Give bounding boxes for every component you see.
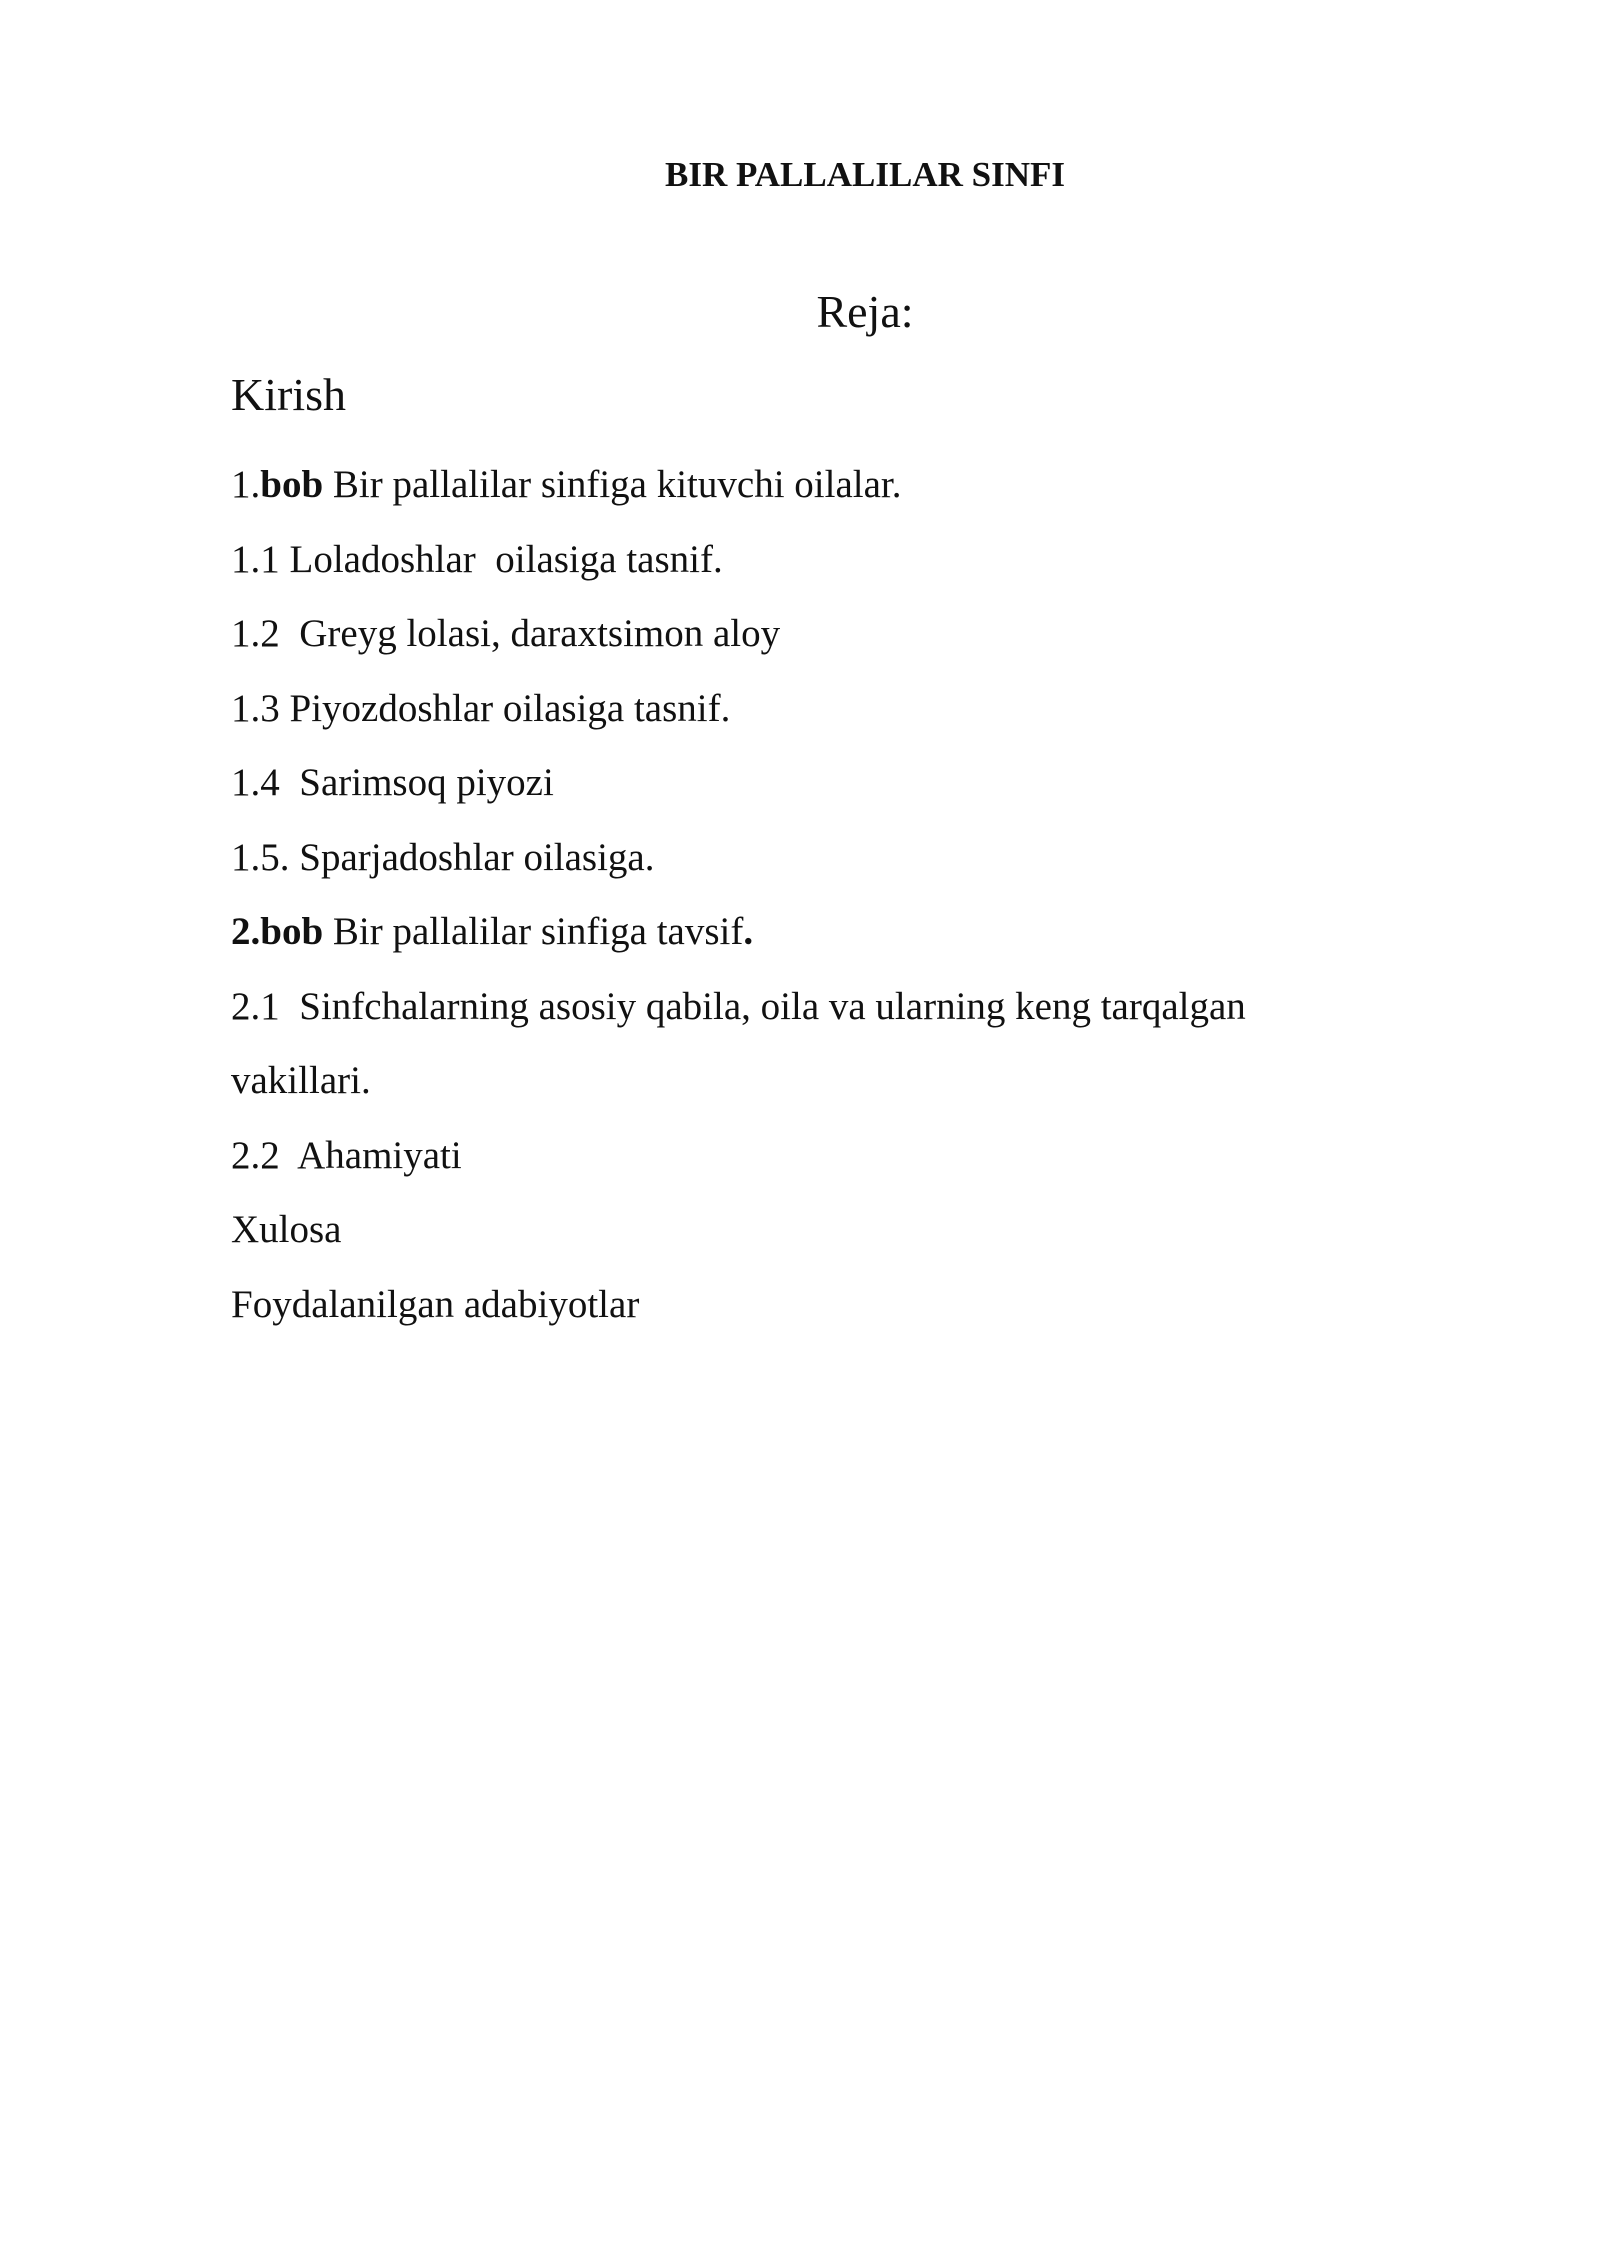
toc-text: 1.5. Sparjadoshlar oilasiga. bbox=[231, 835, 655, 879]
toc-item bbox=[231, 821, 1381, 896]
intro-item: Kirish bbox=[231, 369, 346, 420]
toc-item bbox=[231, 523, 1381, 598]
toc-chapter-1 bbox=[231, 448, 1381, 523]
toc-item bbox=[231, 672, 1381, 747]
toc-text: Foydalanilgan adabiyotlar bbox=[231, 1282, 640, 1326]
toc-text: 1.2 Greyg lolasi, daraxtsimon aloy bbox=[231, 612, 781, 655]
toc-text: 2.1 Sinfchalarning asosiy qabila, oila va ularning keng tarqalgan bbox=[231, 984, 1246, 1028]
toc-item bbox=[231, 597, 1381, 672]
toc-text: Bir pallalilar sinfiga tavsif bbox=[323, 910, 744, 953]
toc-chapter-2 bbox=[231, 895, 1381, 970]
toc-bold-label: bob bbox=[260, 463, 324, 506]
toc-item bbox=[231, 970, 1381, 1045]
toc-text: Xulosa bbox=[231, 1208, 342, 1251]
toc-text: Bir pallalilar sinfiga kituvchi oilalar. bbox=[323, 463, 902, 506]
toc-text: 1.3 Piyozdoshlar oilasiga tasnif. bbox=[231, 686, 731, 730]
document-title: BIR PALLALILAR SINFI bbox=[665, 155, 1065, 194]
toc-item bbox=[231, 1044, 1381, 1119]
toc-bold-period: . bbox=[743, 910, 754, 953]
plan-heading: Reja: bbox=[816, 286, 914, 337]
toc-text: 1.4 Sarimsoq piyozi bbox=[231, 761, 554, 804]
toc-text: vakillari. bbox=[231, 1059, 371, 1102]
table-of-contents bbox=[231, 448, 1381, 1342]
toc-text: 1.1 Loladoshlar oilasiga tasnif. bbox=[231, 537, 723, 581]
toc-item bbox=[231, 746, 1381, 821]
toc-references bbox=[231, 1268, 1381, 1343]
toc-text: 2.2 Ahamiyati bbox=[231, 1133, 462, 1177]
toc-number: 1. bbox=[231, 463, 261, 506]
toc-conclusion bbox=[231, 1193, 1381, 1268]
toc-item bbox=[231, 1119, 1381, 1194]
toc-bold-label: 2.bob bbox=[231, 910, 324, 953]
